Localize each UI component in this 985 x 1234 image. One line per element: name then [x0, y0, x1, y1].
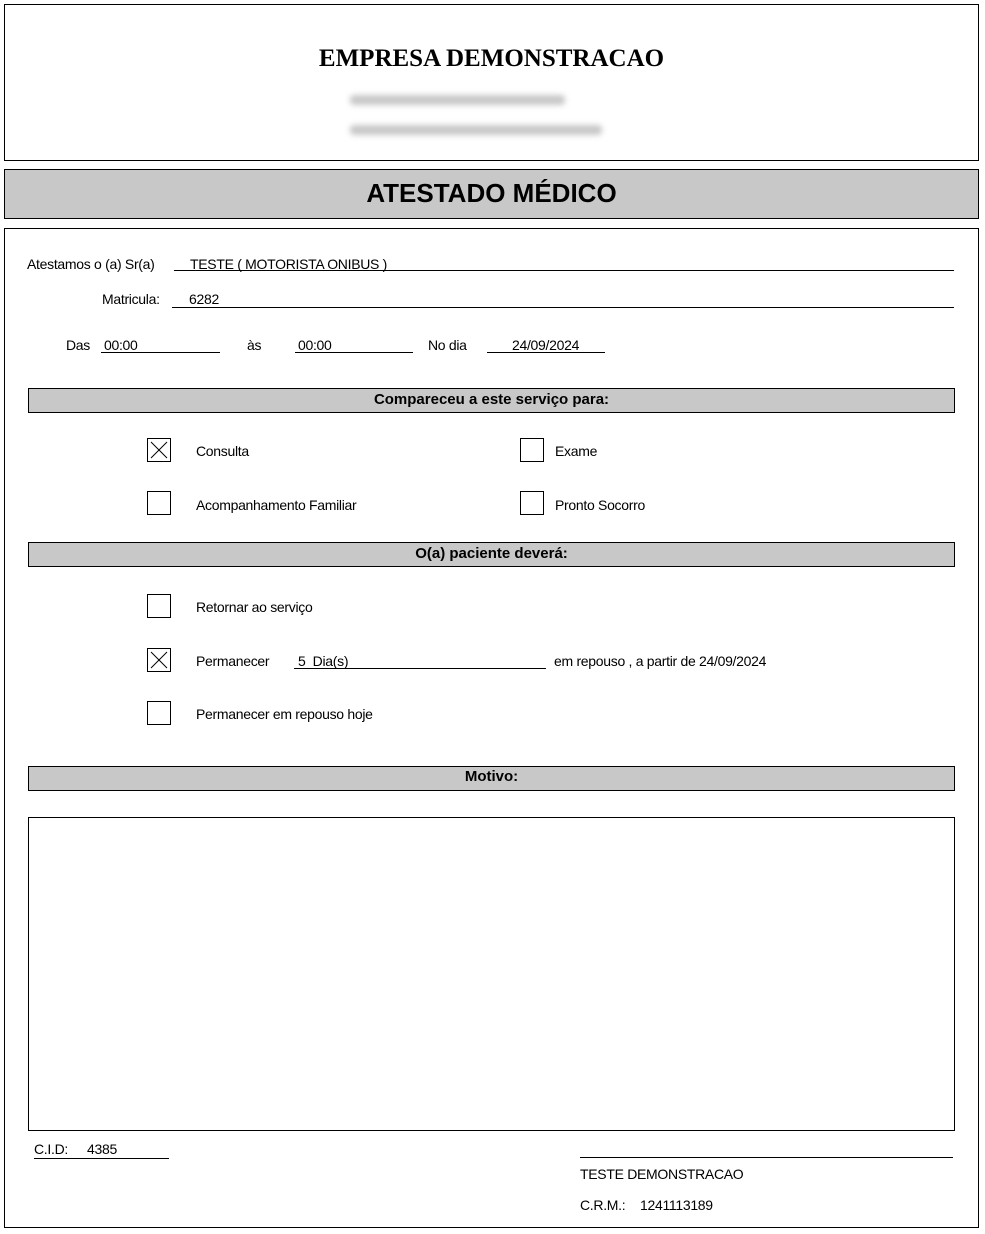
reason-section-title: Motivo:	[464, 768, 519, 785]
cid-value: 4385	[87, 1141, 117, 1157]
document-title: ATESTADO MÉDICO	[366, 178, 617, 208]
registration-value: 6282	[189, 291, 219, 307]
crm-label: C.R.M.:	[580, 1197, 626, 1213]
exame-label: Exame	[555, 443, 598, 459]
repouso-hoje-checkbox[interactable]	[147, 701, 171, 725]
registration-label: Matricula:	[102, 291, 160, 307]
from-label: Das	[66, 337, 90, 353]
crm-value: 1241113189	[640, 1197, 713, 1213]
repouso-hoje-label: Permanecer em repouso hoje	[196, 706, 373, 722]
document-title-bar	[4, 169, 979, 219]
exame-checkbox[interactable]	[520, 438, 544, 462]
patient-name: TESTE ( MOTORISTA ONIBUS )	[190, 256, 388, 272]
date-value: 24/09/2024	[512, 337, 580, 353]
company-phone-redacted	[350, 125, 602, 135]
consulta-label: Consulta	[196, 443, 249, 459]
pronto-socorro-checkbox[interactable]	[520, 491, 544, 515]
retornar-label: Retornar ao serviço	[196, 599, 313, 615]
permanecer-suffix: em repouso , a partir de 24/09/2024	[554, 653, 767, 669]
cid-line	[34, 1158, 169, 1159]
permanecer-duration: 5 Dia(s)	[298, 653, 349, 669]
acompanhamento-label: Acompanhamento Familiar	[196, 497, 357, 513]
attendance-section-title: Compareceu a este serviço para:	[373, 391, 610, 408]
reason-section-bar	[28, 766, 955, 791]
company-header	[4, 4, 979, 161]
permanecer-label: Permanecer	[196, 653, 270, 669]
to-time: 00:00	[298, 337, 332, 353]
retornar-checkbox[interactable]	[147, 594, 171, 618]
company-name: EMPRESA DEMONSTRACAO	[318, 45, 665, 72]
reason-textbox[interactable]	[28, 817, 955, 1131]
day-label: No dia	[428, 337, 467, 353]
check-x-icon	[148, 649, 170, 671]
check-x-icon	[148, 439, 170, 461]
pronto-socorro-label: Pronto Socorro	[555, 497, 645, 513]
permanecer-checkbox[interactable]	[147, 648, 171, 672]
patient-should-section-title: O(a) paciente deverá:	[415, 545, 568, 562]
attendance-section-bar	[28, 388, 955, 413]
patient-intro-label: Atestamos o (a) Sr(a)	[27, 256, 155, 272]
cid-label: C.I.D:	[34, 1141, 68, 1157]
acompanhamento-checkbox[interactable]	[147, 491, 171, 515]
registration-line	[172, 307, 954, 308]
company-address-redacted	[350, 95, 565, 105]
from-time: 00:00	[104, 337, 138, 353]
patient-should-section-bar	[28, 542, 955, 567]
doctor-name: TESTE DEMONSTRACAO	[580, 1166, 744, 1182]
consulta-checkbox[interactable]	[147, 438, 171, 462]
to-label: às	[247, 337, 262, 353]
signature-line	[580, 1157, 953, 1158]
